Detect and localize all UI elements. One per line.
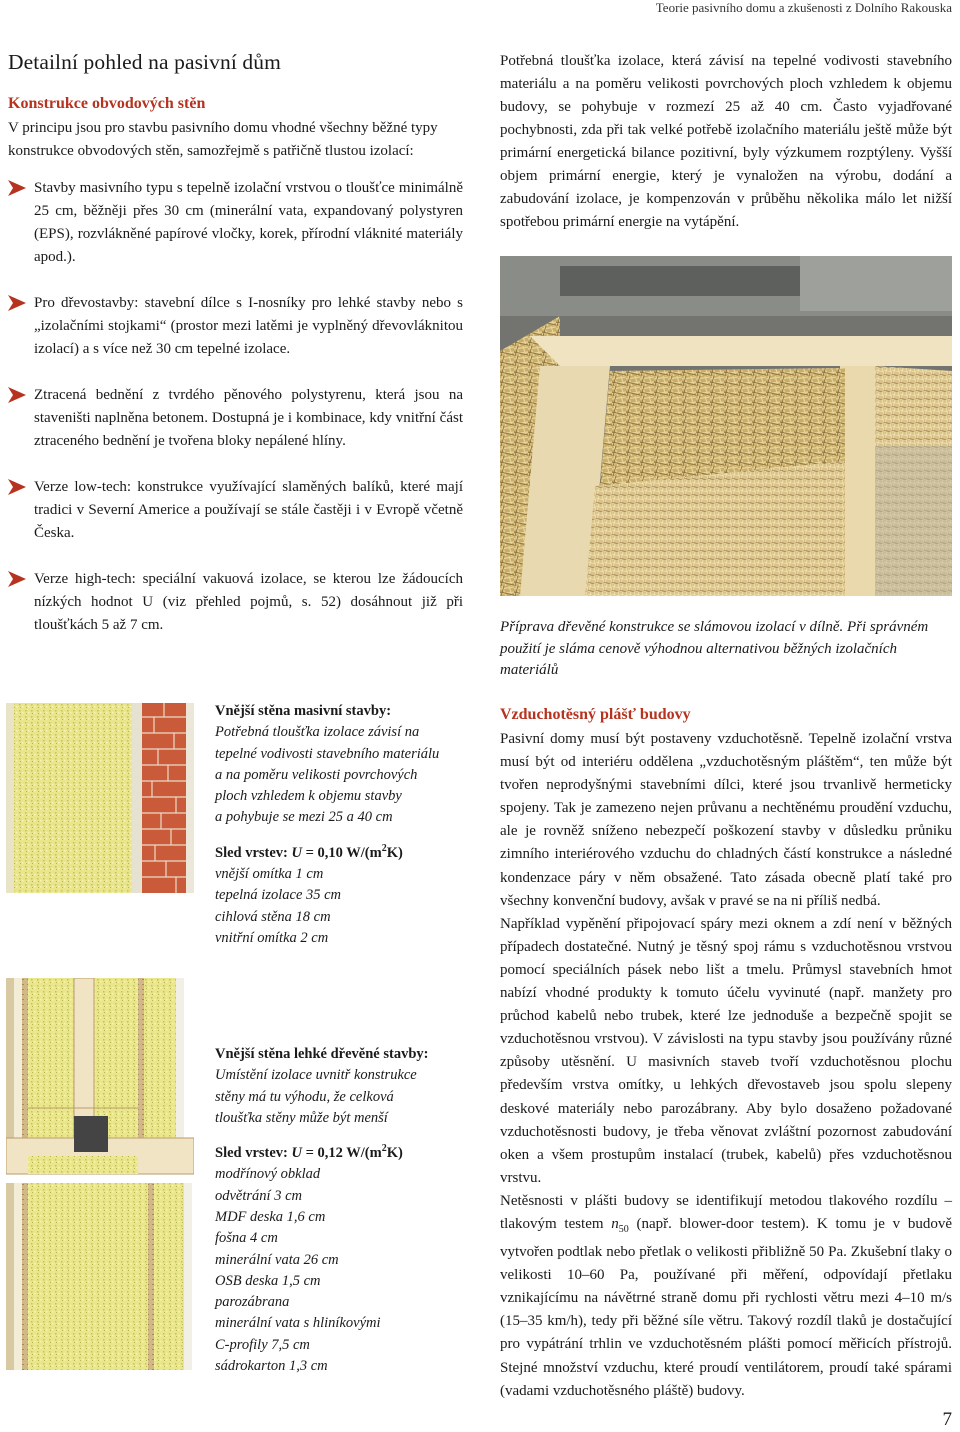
running-head: Teorie pasivního domu a zkušenosti z Dolního Rakouska	[655, 0, 952, 15]
insulation-thickness-paragraph: Potřebná tloušťka izolace, která závisí na tepelné vodivosti stavebního materiálu a na poměru velikosti povrchových ploch vzhledem k objemu budovy, se pohybuje v rozmezí 25 až 40 cm. Často vyjadřované pochybnosti, zda při tak velké potřebě izolačního materiálu ještě může být primární energetická bilance pozitivní, byly výzkumem rozptýleny. Vyšší objem primární energie, který je vynaložen na výrobu, dodání a zabudování izolace, je kompenzován v průběhu několika málo let nižší spotřebou primární energie na vytápění.	[500, 53, 952, 230]
walls-intro: V principu jsou pro stavbu pasivního domu vhodné všechny běžné typy konstrukce obvodových stěn, samozřejmě s patřičně tlustou izolací:	[8, 120, 438, 159]
layer-item: OSB deska 1,5 cm	[215, 1272, 321, 1289]
massive-wall-spec: Vnější stěna masivní stavby: Potřebná tloušťka izolace závisí na tepelné vodivosti stavebního materiálu a na poměru velikosti povrchových ploch vzhledem k objemu stavby a pohybuje se mezi 25 a 40 cm Sled vrstev: U = 0,10 $W/(m^2K)$ vnější omítka 1 cm tepelná izolace 35 cm cihlová stěna 18 cm vnitřní omítka 2 cm	[215, 701, 475, 949]
walls-heading: Konstrukce obvodových stěn	[8, 95, 206, 112]
wood-wall-spec: Vnější stěna lehké dřevěné stavby: Umístění izolace uvnitř konstrukce stěny má tu výhodu, že celková tloušťka stěny může být menší Sled vrstev: U = 0,12 $W/(m^2K)$ modřínový obklad odvětrání 3 cm MDF deska 1,6 cm fošna 4 cm minerální vata 26 cm OSB deska 1,5 cm parozábrana minerální vata s hliníkovými C-profily 7,5 cm sádrokarton 1,3 cm	[215, 1044, 475, 1377]
arrow-bullet-icon	[8, 180, 26, 196]
wood-wall-heading: Vnější stěna lehké dřevěné stavby:	[215, 1046, 429, 1062]
airtight-heading: Vzduchotěsný plášť budovy	[500, 706, 691, 723]
layer-item: fošna 4 cm	[215, 1230, 278, 1247]
layer-item: parozábrana	[215, 1294, 290, 1311]
layer-item: modřínový obklad	[215, 1166, 321, 1183]
layer-item: minerální vata 26 cm	[215, 1251, 339, 1268]
arrow-bullet-icon	[8, 295, 26, 311]
arrow-bullet-icon	[8, 479, 26, 495]
page-title: Detailní pohled na pasivní dům	[8, 50, 281, 74]
straw-photo-illustration	[500, 256, 952, 596]
layer-item: cihlová stěna 18 cm	[215, 908, 331, 925]
wall-types-list	[8, 177, 463, 637]
list-item: Ztracená bednění z tvrdého pěnového polystyrenu, která jsou na staveništi naplněna betonem. Dostupná je i kombinace, kdy vnitřní část ztraceného bednění je tvořena bloky nepálené hlíny.	[8, 384, 463, 453]
layer-item: vnější omítka 1 cm	[215, 865, 324, 882]
list-item: Stavby masivního typu s tepelně izolační vrstvou o tloušťce minimálně 25 cm, běžněji přes 30 cm (minerální vata, expandovaný polystyren (EPS), rozvlákněné papírové vločky, korek, přírodní vláknité materiály apod.).	[8, 177, 463, 269]
list-item: Pro dřevostavby: stavební dílce s I-nosníky pro lehké stavby nebo s „izolačními stojkami“ (prostor mezi latěmi je vyplněný dřevovláknitou izolací) a s více než 30 cm tepelné izolace.	[8, 292, 463, 361]
layer-item: sádrokarton 1,3 cm	[215, 1357, 328, 1374]
airtight-paragraph-3: Netěsnosti v plášti budovy se identifikují metodou tlakového rozdílu – tlakovým testem $n_{50}$ (např. blower-door testem). K tomu je v budově vytvořen podtlak nebo přetlak o velikosti přibližně 50 Pa. Zkušební tlaky o velikosti 10–60 Pa, používané při měření, odpovídají přetlaku vznikajícímu na návětrné straně domu při rychlosti větru mezi 4–10 m/s (15–35 km/h), tedy při běžné síle větru. Takový rozdíl tlaků je dostačující pro vypátrání trhlin ve vzduchotěsném plášti pomocí měřicích přístrojů. Stejné množství vzduchu, které proudí ventilátorem, proudí také spárami (vadami vzduchotěsného pláště) budovy.	[500, 1192, 952, 1399]
layer-item: MDF deska 1,6 cm	[215, 1208, 326, 1225]
wood-wall-u-value: Sled vrstev: U = 0,12 $W/(m^2K)$	[215, 1143, 403, 1162]
airtight-paragraph-1: Pasivní domy musí být postaveny vzduchotěsně. Tepelně izolační vrstva musí být od interiéru oddělena „vzduchotěsným pláštěm“, ten může být tvořen neprodyšnými stavebními dílci, které jsou trvanlivě hermeticky spojeny. Tak je zamezeno nejen průvanu a nechtěnému proudění vzduchu, ale je rovněž sníženo nebezpečí poškození stavby v důsledku průniku zimního interiérového vzduchu do chladných částí konstrukce a následné kondenzace páry v něm obsažené. Tato zásada obecně platí také pro všechny konvenční budovy, avšak v pravé se na ni příliš nedbá.	[500, 731, 952, 909]
photo-caption: Příprava dřevěné konstrukce se slámovou izolací v dílně. Při správném použití je sláma cenově výhodnou alternativou běžných izolačních materiálů	[500, 619, 929, 678]
list-item: Verze low-tech: konstrukce využívající slaměných balíků, které mají tradici v Severní Americe a používají se stále častěji i v Evropě včetně Česka.	[8, 476, 463, 545]
layer-item: C-profily 7,5 cm	[215, 1336, 310, 1353]
layer-item: minerální vata s hliníkovými	[215, 1315, 381, 1332]
airtight-paragraph-2: Například vypěnění připojovací spáry mezi oknem a zdí není v běžných případech dostatečné. Nutný je těsný spoj rámu s vzduchotěsnou vrstvou pomocí speciálních pásek nebo lišt a tmelu. Průmysl stavebních hmot nabízí vhodné produkty k tomuto účelu vyvinuté (např. manžety pro průchod kabelů nebo trubek, které lze jednoduše a bezpečně spojit se vzduchotěsnou vrstvou). V závislosti na typu stavby jsou používány různé způsoby utěsnění. U masivních staveb tvoří vzduchotěsnou plochu především vrstva omítky, u lehkých dřevostaveb jsou spolu slepeny deskové materiály nebo parozábrany. Aby bylo dosaženo požadované vzduchotěsnosti budovy, je třeba věnovat zvláštní pozornost zabudování oken a všem prostupům instalací (trubek, kabelů) přes vzduchotěsnou vrstvu.	[500, 915, 952, 1186]
page-number: 7	[942, 1409, 952, 1430]
airtight-section	[500, 706, 952, 1403]
straw-insulation-photo	[500, 256, 952, 596]
massive-wall-heading: Vnější stěna masivní stavby:	[215, 703, 392, 719]
layer-item: tepelná izolace 35 cm	[215, 887, 342, 904]
layer-item: odvětrání 3 cm	[215, 1187, 302, 1204]
massive-wall-u-value: Sled vrstev: U = 0,10 $W/(m^2K)$	[215, 842, 403, 861]
left-column	[8, 50, 463, 660]
right-column	[500, 50, 952, 234]
layer-item: vnitřní omítka 2 cm	[215, 929, 329, 946]
arrow-bullet-icon	[8, 387, 26, 403]
massive-wall-section-illustration	[6, 703, 194, 893]
wood-wall-section-illustration	[6, 978, 194, 1370]
list-item: Verze high-tech: speciální vakuová izolace, se kterou lze žádoucích nízkých hodnot U (viz přehled pojmů, s. 52) dosáhnout již při tloušťkách 5 až 7 cm.	[8, 568, 463, 637]
arrow-bullet-icon	[8, 571, 26, 587]
